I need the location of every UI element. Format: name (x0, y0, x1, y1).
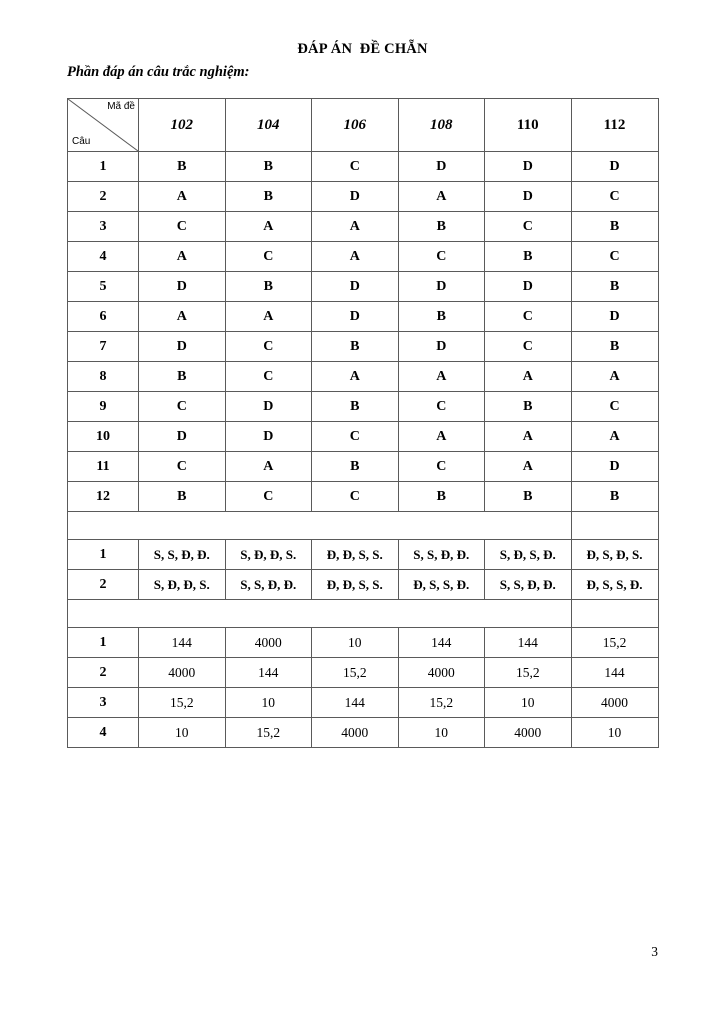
answer-cell-104: C (225, 362, 312, 392)
exam-code-header-102: 102 (139, 99, 226, 152)
question-number-cell: 3 (68, 212, 139, 242)
answer-key-table (67, 98, 659, 748)
answer-cell-112: B (571, 272, 658, 302)
answer-cell-102: 4000 (139, 658, 226, 688)
answer-cell-108: 4000 (398, 658, 485, 688)
question-number-cell: 11 (68, 452, 139, 482)
answer-cell-112: Đ, S, S, Đ. (571, 570, 658, 600)
question-number-cell: 6 (68, 302, 139, 332)
table-row (68, 362, 659, 392)
section-subtitle: Phần đáp án câu trắc nghiệm: (67, 64, 250, 80)
answer-cell-108: 10 (398, 718, 485, 748)
answer-cell-102: A (139, 242, 226, 272)
answer-cell-102: S, S, Đ, Đ. (139, 540, 226, 570)
page-number: 3 (651, 944, 658, 959)
exam-code-header-104: 104 (225, 99, 312, 152)
answer-cell-104: B (225, 182, 312, 212)
answer-cell-102: C (139, 392, 226, 422)
answer-cell-102: 10 (139, 718, 226, 748)
answer-cell-110: B (485, 482, 572, 512)
table-row (68, 332, 659, 362)
answer-cell-104: 4000 (225, 628, 312, 658)
answer-cell-102: S, Đ, Đ, S. (139, 570, 226, 600)
exam-code-header-108: 108 (398, 99, 485, 152)
answer-cell-104: 144 (225, 658, 312, 688)
answer-cell-106: 10 (312, 628, 399, 658)
corner-row-header-label: Câu (72, 136, 91, 147)
table-row (68, 272, 659, 302)
answer-cell-112: 144 (571, 658, 658, 688)
table-row (68, 482, 659, 512)
answer-cell-104: B (225, 272, 312, 302)
table-corner-header (68, 99, 139, 152)
question-number-cell: 3 (68, 688, 139, 718)
table-row (68, 392, 659, 422)
question-number-cell: 2 (68, 570, 139, 600)
question-number-cell: 5 (68, 272, 139, 302)
answer-cell-106: A (312, 362, 399, 392)
answer-cell-112: D (571, 452, 658, 482)
answer-cell-110: C (485, 212, 572, 242)
answer-cell-104: B (225, 152, 312, 182)
page-title: ĐÁP ÁN ĐỀ CHẴN (297, 41, 428, 57)
separator-spacer-cell (68, 600, 572, 628)
answer-cell-112: D (571, 302, 658, 332)
question-number-cell: 1 (68, 540, 139, 570)
answer-cell-102: D (139, 272, 226, 302)
answer-cell-102: C (139, 452, 226, 482)
table-row (68, 422, 659, 452)
answer-cell-104: A (225, 302, 312, 332)
answer-cell-110: 15,2 (485, 658, 572, 688)
answer-cell-110: 4000 (485, 718, 572, 748)
answer-cell-108: D (398, 332, 485, 362)
exam-code-header-110: 110 (485, 99, 572, 152)
answer-cell-102: B (139, 482, 226, 512)
answer-cell-108: 15,2 (398, 688, 485, 718)
answer-cell-110: B (485, 392, 572, 422)
answer-cell-110: A (485, 362, 572, 392)
answer-cell-102: D (139, 422, 226, 452)
answer-cell-108: A (398, 362, 485, 392)
answer-cell-112: A (571, 362, 658, 392)
answer-cell-104: S, Đ, Đ, S. (225, 540, 312, 570)
question-number-cell: 1 (68, 628, 139, 658)
answer-cell-112: C (571, 242, 658, 272)
answer-cell-106: D (312, 182, 399, 212)
answer-cell-108: A (398, 422, 485, 452)
answer-cell-104: D (225, 392, 312, 422)
table-row (68, 152, 659, 182)
table-header-row (68, 99, 659, 152)
answer-cell-102: 144 (139, 628, 226, 658)
answer-cell-106: 15,2 (312, 658, 399, 688)
answer-cell-106: Đ, Đ, S, S. (312, 540, 399, 570)
answer-cell-104: S, S, Đ, Đ. (225, 570, 312, 600)
table-separator-row-2 (68, 600, 659, 628)
answer-cell-110: A (485, 422, 572, 452)
table-row (68, 182, 659, 212)
answer-cell-104: A (225, 212, 312, 242)
answer-cell-110: 10 (485, 688, 572, 718)
answer-cell-104: A (225, 452, 312, 482)
answer-cell-102: C (139, 212, 226, 242)
exam-code-header-106: 106 (312, 99, 399, 152)
answer-cell-104: C (225, 332, 312, 362)
answer-cell-104: D (225, 422, 312, 452)
table-separator-row-1 (68, 512, 659, 540)
answer-cell-104: 15,2 (225, 718, 312, 748)
table-row (68, 718, 659, 748)
answer-cell-112: D (571, 152, 658, 182)
table-row (68, 570, 659, 600)
answer-cell-106: D (312, 302, 399, 332)
separator-spacer-cell (68, 512, 572, 540)
answer-cell-112: B (571, 332, 658, 362)
answer-cell-108: 144 (398, 628, 485, 658)
answer-cell-102: 15,2 (139, 688, 226, 718)
answer-cell-110: D (485, 152, 572, 182)
answer-cell-110: B (485, 242, 572, 272)
separator-last-cell (571, 600, 658, 628)
answer-cell-108: S, S, Đ, Đ. (398, 540, 485, 570)
answer-cell-102: A (139, 182, 226, 212)
answer-cell-112: 4000 (571, 688, 658, 718)
separator-last-cell (571, 512, 658, 540)
answer-cell-106: B (312, 392, 399, 422)
answer-cell-104: C (225, 242, 312, 272)
answer-cell-110: S, Đ, S, Đ. (485, 540, 572, 570)
answer-cell-102: D (139, 332, 226, 362)
answer-cell-106: C (312, 422, 399, 452)
question-number-cell: 12 (68, 482, 139, 512)
answer-cell-106: B (312, 452, 399, 482)
answer-cell-102: B (139, 362, 226, 392)
table-row (68, 628, 659, 658)
answer-cell-106: D (312, 272, 399, 302)
table-row (68, 242, 659, 272)
answer-cell-108: Đ, S, S, Đ. (398, 570, 485, 600)
answer-cell-112: C (571, 392, 658, 422)
question-number-cell: 8 (68, 362, 139, 392)
answer-cell-104: C (225, 482, 312, 512)
answer-cell-106: A (312, 242, 399, 272)
answer-cell-112: 15,2 (571, 628, 658, 658)
answer-cell-108: C (398, 242, 485, 272)
answer-cell-108: A (398, 182, 485, 212)
answer-cell-102: A (139, 302, 226, 332)
table-row (68, 212, 659, 242)
answer-cell-106: 144 (312, 688, 399, 718)
question-number-cell: 4 (68, 242, 139, 272)
answer-cell-110: D (485, 272, 572, 302)
answer-cell-108: D (398, 272, 485, 302)
answer-cell-102: B (139, 152, 226, 182)
answer-cell-110: C (485, 302, 572, 332)
exam-code-header-112: 112 (571, 99, 658, 152)
answer-cell-112: Đ, S, Đ, S. (571, 540, 658, 570)
question-number-cell: 4 (68, 718, 139, 748)
answer-cell-108: B (398, 302, 485, 332)
answer-cell-106: C (312, 482, 399, 512)
answer-cell-106: B (312, 332, 399, 362)
answer-cell-108: B (398, 482, 485, 512)
answer-cell-112: B (571, 212, 658, 242)
answer-cell-106: Đ, Đ, S, S. (312, 570, 399, 600)
answer-cell-110: C (485, 332, 572, 362)
question-number-cell: 2 (68, 182, 139, 212)
answer-cell-106: 4000 (312, 718, 399, 748)
corner-column-header-label: Mã đề (107, 101, 135, 112)
table-row (68, 540, 659, 570)
answer-cell-110: 144 (485, 628, 572, 658)
table-row (68, 658, 659, 688)
table-row (68, 688, 659, 718)
answer-cell-110: S, S, Đ, Đ. (485, 570, 572, 600)
question-number-cell: 7 (68, 332, 139, 362)
question-number-cell: 2 (68, 658, 139, 688)
answer-cell-112: A (571, 422, 658, 452)
answer-cell-108: C (398, 452, 485, 482)
answer-cell-108: C (398, 392, 485, 422)
answer-cell-106: A (312, 212, 399, 242)
question-number-cell: 9 (68, 392, 139, 422)
answer-cell-112: C (571, 182, 658, 212)
table-row (68, 302, 659, 332)
answer-cell-106: C (312, 152, 399, 182)
answer-cell-110: A (485, 452, 572, 482)
answer-cell-110: D (485, 182, 572, 212)
answer-cell-108: D (398, 152, 485, 182)
answer-cell-112: B (571, 482, 658, 512)
question-number-cell: 10 (68, 422, 139, 452)
table-row (68, 452, 659, 482)
question-number-cell: 1 (68, 152, 139, 182)
answer-cell-108: B (398, 212, 485, 242)
answer-cell-112: 10 (571, 718, 658, 748)
answer-cell-104: 10 (225, 688, 312, 718)
